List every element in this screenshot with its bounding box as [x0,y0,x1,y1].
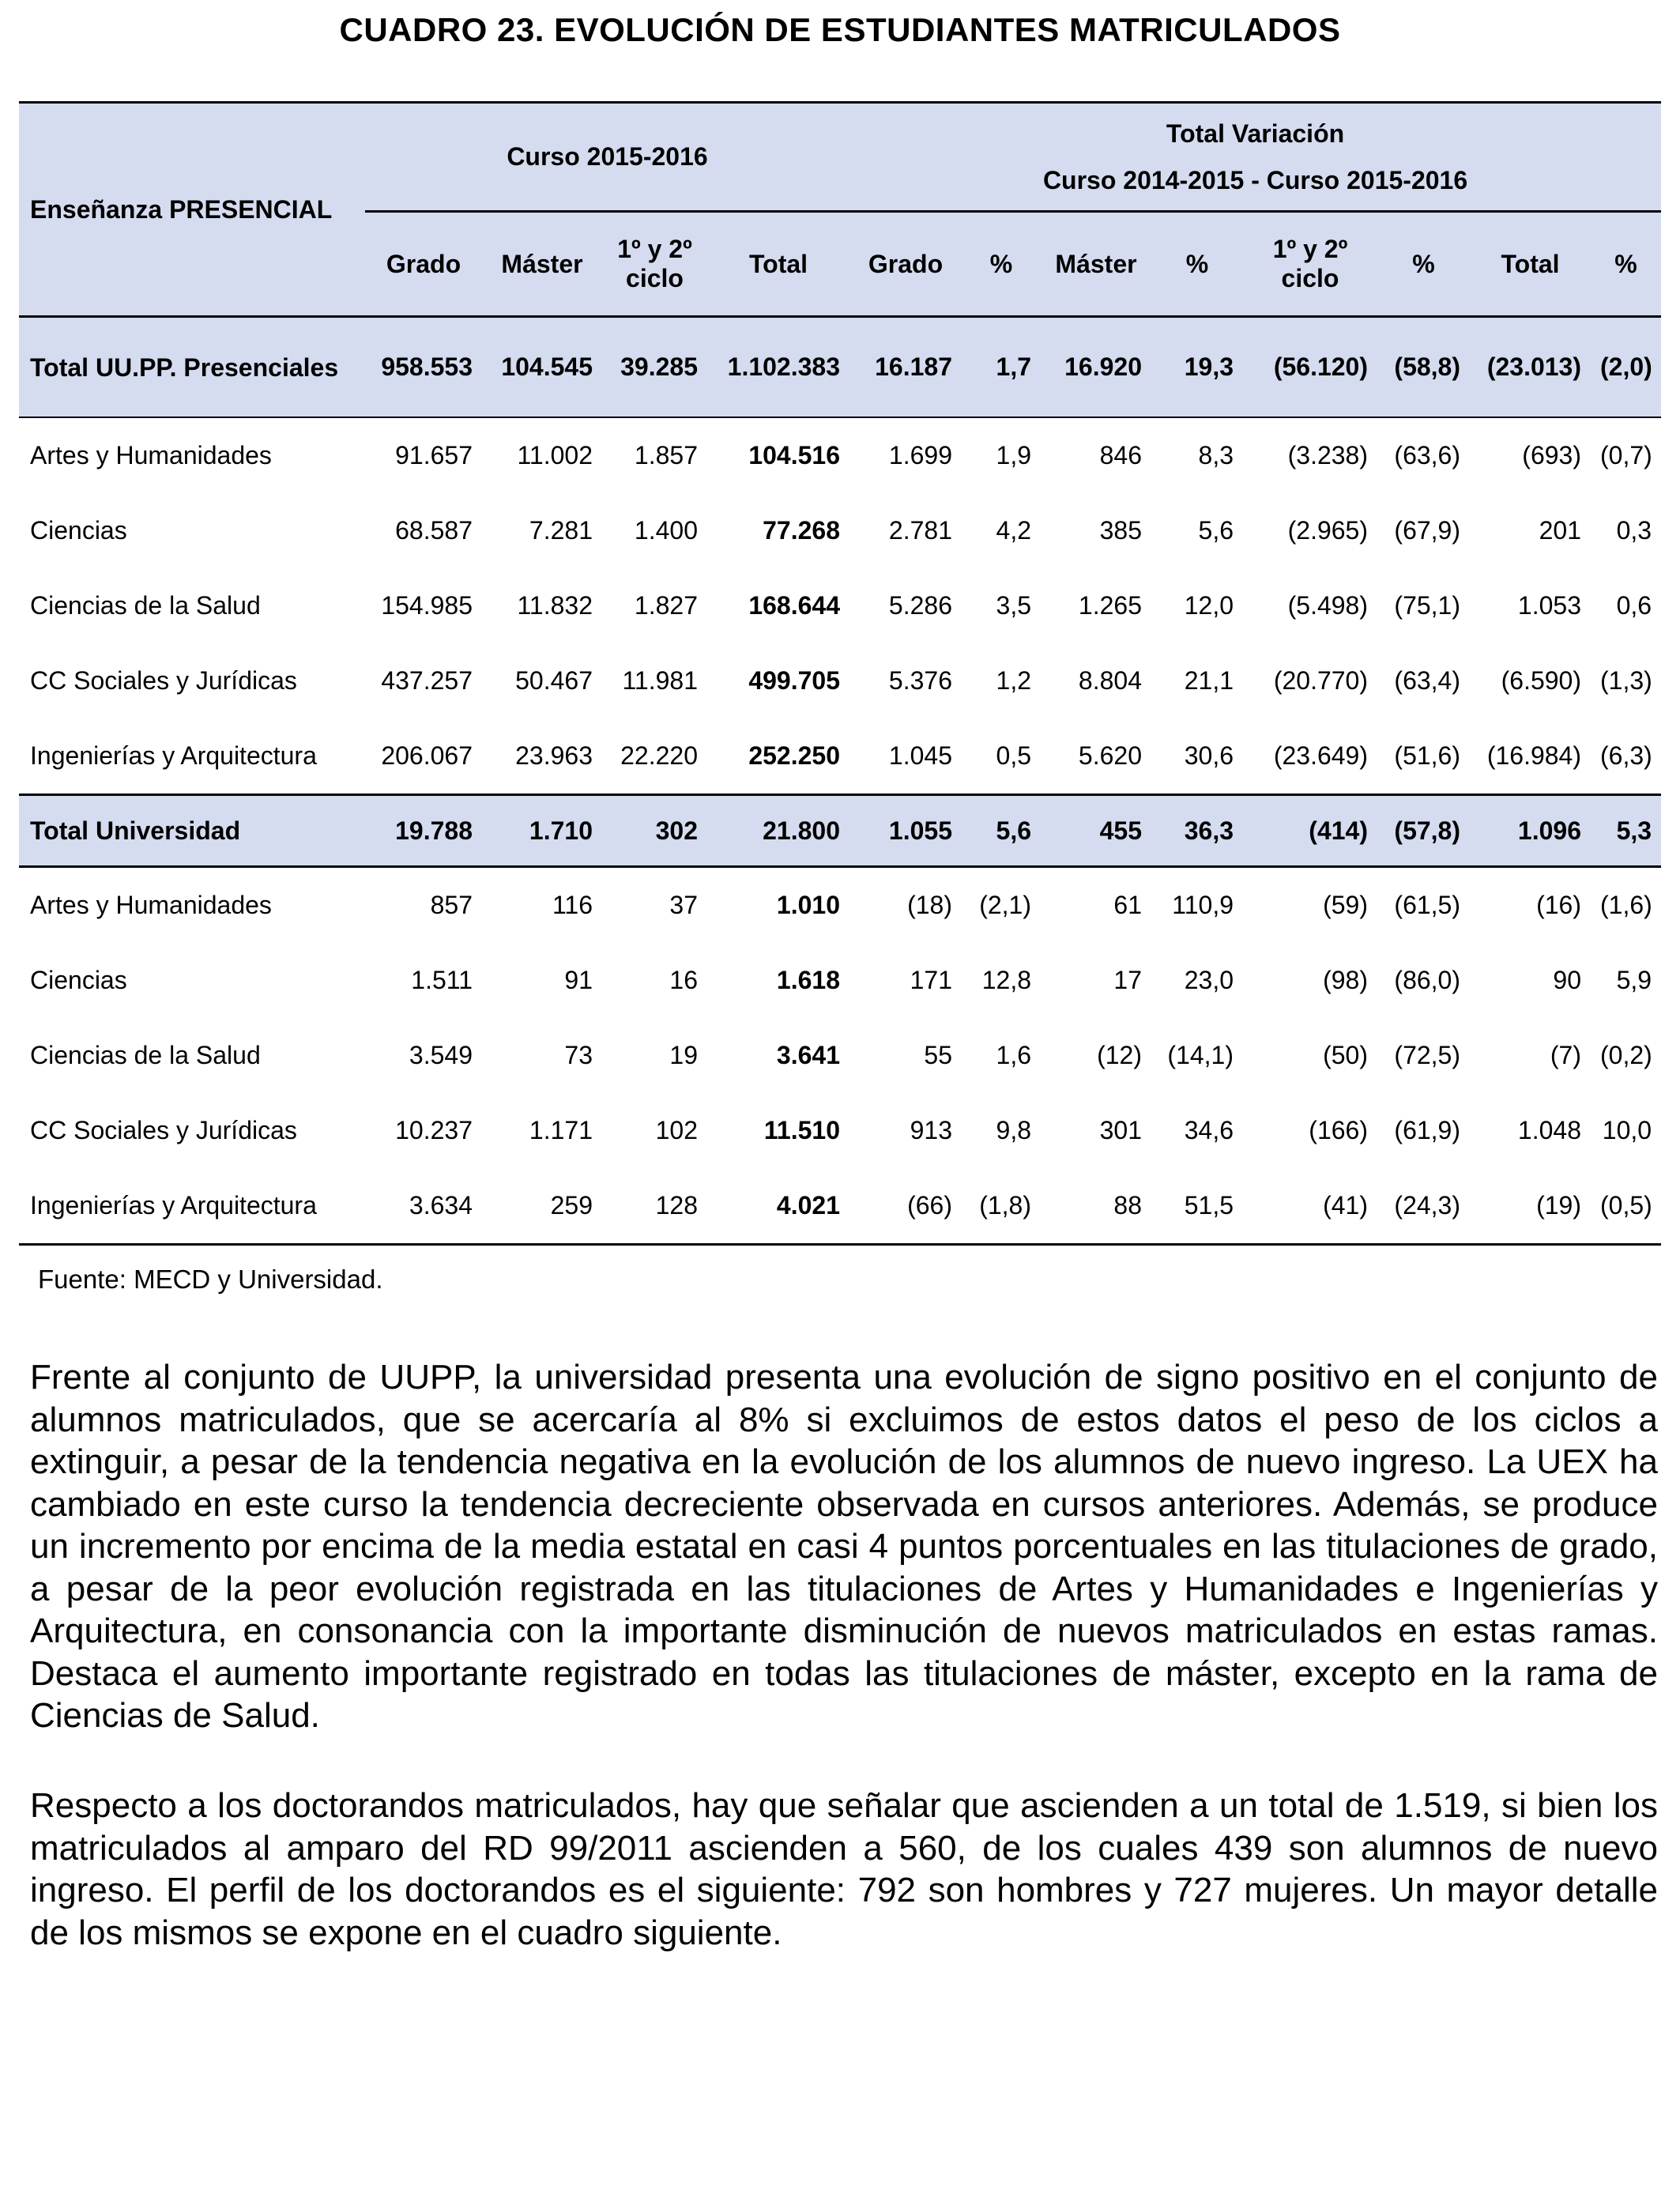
table-cell: (2,1) [979,891,1031,919]
row-label: Artes y Humanidades [30,441,272,469]
table-cell: (63,4) [1394,666,1460,695]
table-cell: 102 [655,1116,698,1144]
table-cell: 1.699 [888,441,952,469]
table-cell: 3.641 [776,1041,840,1069]
table-cell: 5,6 [1198,516,1234,545]
column-header: % [1377,212,1470,317]
table-cell: 90 [1553,966,1581,994]
table-cell: 91.657 [395,441,473,469]
source-note: Fuente: MECD y Universidad. [38,1265,383,1294]
group-header-variacion [849,103,1661,212]
table-cell: 11.832 [517,591,593,620]
table-cell: 437.257 [381,666,473,695]
row-label: CC Sociales y Jurídicas [30,1116,297,1144]
table-cell: (1,8) [962,1168,1041,1245]
table-cell: 5.376 [888,666,952,695]
table-cell: (61,5) [1394,891,1460,919]
table-cell: 4,2 [996,516,1031,545]
table-cell: 1.096 [1470,795,1591,867]
table-cell: 168.644 [748,591,840,620]
table-cell: 3.634 [365,1168,482,1245]
column-header: Total [707,212,849,317]
table-row [19,1168,1661,1245]
table-cell: 116 [552,891,593,919]
paragraph: Frente al conjunto de UUPP, la universidad presenta una evolución de signo positivo en el conjunto de alumnos matriculados, que se acercaría al 8% si excluimos de estos datos el peso de los ciclos a extinguir, a pesar de la tendencia negativa en la evolución de los alumnos de nuevo ingreso. La UEX ha cambiado en este curso la tendencia decreciente observada en cursos anteriores. Además, se produce un incremento por encima de la media estatal en casi 4 puntos porcentuales en las titulaciones de grado, a pesar de la peor evolución registrada en las titulaciones de Artes y Humanidades e Ingenierías y Arquitectura, en consonancia con la importante disminución de nuevos matriculados en estas ramas. Destaca el aumento importante registrado en todas las titulaciones de máster, excepto en la rama de Ciencias de Salud. [30,1358,1658,1735]
table-cell: 19 [669,1041,698,1069]
column-header: 1º y 2º ciclo [1243,212,1377,317]
total-row [19,795,1661,867]
table-row [19,643,1661,718]
table-cell: 34,6 [1184,1116,1234,1144]
table-cell: (12) [1097,1041,1142,1069]
table-cell: 16 [669,966,698,994]
table-cell: 37 [669,891,698,919]
table-cell: (166) [1309,1116,1368,1144]
table-cell: 61 [1113,891,1142,919]
table-cell: (72,5) [1394,1041,1460,1069]
row-label: Ciencias de la Salud [30,591,261,620]
table-cell: (50) [1323,1041,1368,1069]
table-cell: 11.981 [622,666,698,695]
table-cell: 0,6 [1616,591,1652,620]
table-cell: 385 [1099,516,1142,545]
table-cell: (16.984) [1486,741,1581,770]
table-cell: 16.187 [849,317,962,418]
table-cell: 10.237 [395,1116,473,1144]
table-cell: 857 [430,891,473,919]
table-cell: (2,0) [1591,317,1661,418]
table-cell: 5,9 [1616,966,1652,994]
row-label: Ingenierías y Arquitectura [30,741,317,770]
table-cell: (23.649) [1273,741,1368,770]
table-cell: 2.781 [888,516,952,545]
column-header: % [962,212,1041,317]
table-cell: 1.400 [634,516,698,545]
table-cell: 19,3 [1151,317,1243,418]
table-cell: 12,0 [1184,591,1234,620]
table-cell: 1.511 [411,966,473,994]
table-cell: 16.920 [1041,317,1151,418]
table-cell: 5,6 [962,795,1041,867]
table-cell: 88 [1041,1168,1151,1245]
table-cell: 7.281 [529,516,593,545]
table-cell: 1.010 [776,891,840,919]
row-label: CC Sociales y Jurídicas [30,666,297,695]
table-cell: (6,3) [1600,741,1652,770]
table-cell: (56.120) [1243,317,1377,418]
table-cell: (61,9) [1394,1116,1460,1144]
row-label: Total Universidad [19,795,365,867]
table-cell: 1,6 [996,1041,1031,1069]
table-cell: 77.268 [763,516,840,545]
table-cell: (67,9) [1394,516,1460,545]
table-cell: 3.549 [409,1041,473,1069]
table-cell: 1.048 [1517,1116,1581,1144]
group-header-curso: Curso 2015-2016 [365,103,849,212]
row-label: Artes y Humanidades [30,891,272,919]
table-cell: 0,3 [1616,516,1652,545]
table-cell: 39.285 [602,317,707,418]
table-cell: 8.804 [1078,666,1142,695]
table-cell: (86,0) [1394,966,1460,994]
table-cell: (23.013) [1470,317,1591,418]
group-header-variacion-line1: Total Variación [1166,119,1345,148]
table-cell: (58,8) [1377,317,1470,418]
group-header-variacion-line2: Curso 2014-2015 - Curso 2015-2016 [1042,165,1468,194]
table-row [19,943,1661,1018]
table-cell: (75,1) [1394,591,1460,620]
table-cell: (63,6) [1394,441,1460,469]
table-cell: 455 [1041,795,1151,867]
table-cell: 36,3 [1151,795,1243,867]
table-cell: (66) [849,1168,962,1245]
table-cell: 499.705 [748,666,840,695]
table-cell: 5.620 [1078,741,1142,770]
table-cell: 1.857 [634,441,698,469]
table-cell: 104.516 [748,441,840,469]
column-header: Máster [482,212,602,317]
row-label: Total UU.PP. Presenciales [19,317,365,418]
row-label: Ciencias [30,516,127,545]
paragraph: Respecto a los doctorandos matriculados, hay que señalar que ascienden a un total de 1.519, si bien los matriculados al amparo del RD 99/2011 ascienden a 560, de los cuales 439 son alumnos de nuevo ingreso. El perfil de los doctorandos es el siguiente: 792 son hombres y 727 mujeres. Un mayor detalle de los mismos se expone en el cuadro siguiente. [30,1786,1658,1952]
table-cell: (24,3) [1377,1168,1470,1245]
table-cell: 5.286 [888,591,952,620]
table-row [19,417,1661,493]
table-cell: 1.045 [888,741,952,770]
table-cell: 55 [924,1041,952,1069]
table-cell: 1,7 [962,317,1041,418]
table-cell: (5.498) [1287,591,1368,620]
table-cell: 51,5 [1151,1168,1243,1245]
table-cell: 10,0 [1602,1116,1652,1144]
table-cell: 4.021 [707,1168,849,1245]
table-row [19,867,1661,944]
table-cell: 1.053 [1517,591,1581,620]
table-cell: 1.171 [529,1116,593,1144]
table-cell: 9,8 [996,1116,1031,1144]
table-cell: 110,9 [1172,891,1234,919]
table-cell: (14,1) [1167,1041,1234,1069]
table-cell: 1.055 [849,795,962,867]
table-cell: 1.265 [1078,591,1142,620]
table-cell: 8,3 [1198,441,1234,469]
enrollment-table [19,101,1661,1246]
table-cell: 21,1 [1184,666,1234,695]
table-cell: 1,9 [996,441,1031,469]
table-cell: 21.800 [707,795,849,867]
row-label: Ciencias [30,966,127,994]
table-cell: (19) [1470,1168,1591,1245]
table-cell: 11.510 [763,1116,840,1144]
table-cell: 11.002 [517,441,593,469]
table-cell: 206.067 [381,741,473,770]
table-row [19,568,1661,643]
table-cell: (414) [1243,795,1377,867]
table-cell: 12,8 [981,966,1031,994]
table-cell: 1,2 [996,666,1031,695]
table-cell: 1.618 [776,966,840,994]
table-row [19,1018,1661,1093]
table-body [19,317,1661,1245]
table-cell: (0,7) [1600,441,1652,469]
table-cell: 171 [910,966,952,994]
table-cell: 50.467 [515,666,593,695]
table-row [19,1093,1661,1168]
row-label: Ciencias de la Salud [30,1041,261,1069]
table-cell: 302 [602,795,707,867]
table-cell: 1.827 [634,591,698,620]
table-cell: 23.963 [515,741,593,770]
table-cell: (41) [1243,1168,1377,1245]
table-cell: (98) [1323,966,1368,994]
column-header: % [1591,212,1661,317]
table-cell: 68.587 [395,516,473,545]
table-cell: (693) [1522,441,1581,469]
table-cell: 17 [1113,966,1142,994]
table-cell: 0,5 [996,741,1031,770]
table-cell: 128 [602,1168,707,1245]
column-header: 1º y 2º ciclo [602,212,707,317]
table-row [19,493,1661,568]
table-title: CUADRO 23. EVOLUCIÓN DE ESTUDIANTES MATRICULADOS [339,11,1341,48]
row-header: Enseñanza PRESENCIAL [19,103,365,317]
table-cell: 3,5 [996,591,1031,620]
table-cell: 1.102.383 [707,317,849,418]
enrollment-table-container [19,101,1661,1246]
table-row [19,718,1661,795]
table-cell: 958.553 [365,317,482,418]
table-cell: (57,8) [1377,795,1470,867]
table-cell: 1.710 [482,795,602,867]
column-header: % [1151,212,1243,317]
table-cell: (18) [907,891,952,919]
table-cell: (20.770) [1273,666,1368,695]
table-cell: 913 [910,1116,952,1144]
table-cell: (51,6) [1394,741,1460,770]
table-cell: 201 [1539,516,1581,545]
table-cell: 104.545 [482,317,602,418]
table-cell: (0,2) [1600,1041,1652,1069]
column-header: Grado [849,212,962,317]
table-cell: 154.985 [381,591,473,620]
table-cell: 259 [482,1168,602,1245]
table-cell: (1,3) [1600,666,1652,695]
column-header: Máster [1041,212,1151,317]
table-cell: 301 [1099,1116,1142,1144]
table-cell: 22.220 [620,741,698,770]
table-cell: (2.965) [1287,516,1368,545]
table-cell: 5,3 [1591,795,1661,867]
table-cell: 23,0 [1184,966,1234,994]
table-cell: 252.250 [748,741,840,770]
table-cell: 91 [564,966,593,994]
table-cell: 846 [1099,441,1142,469]
table-cell: (16) [1536,891,1581,919]
table-cell: (7) [1550,1041,1581,1069]
row-label: Ingenierías y Arquitectura [19,1168,365,1245]
table-cell: 19.788 [365,795,482,867]
table-cell: (6.590) [1501,666,1581,695]
table-cell: 73 [564,1041,593,1069]
table-cell: (59) [1323,891,1368,919]
total-row [19,317,1661,418]
table-cell: (1,6) [1600,891,1652,919]
column-header: Total [1470,212,1591,317]
column-header: Grado [365,212,482,317]
table-cell: (0,5) [1591,1168,1661,1245]
table-cell: (3.238) [1287,441,1368,469]
table-cell: 30,6 [1184,741,1234,770]
